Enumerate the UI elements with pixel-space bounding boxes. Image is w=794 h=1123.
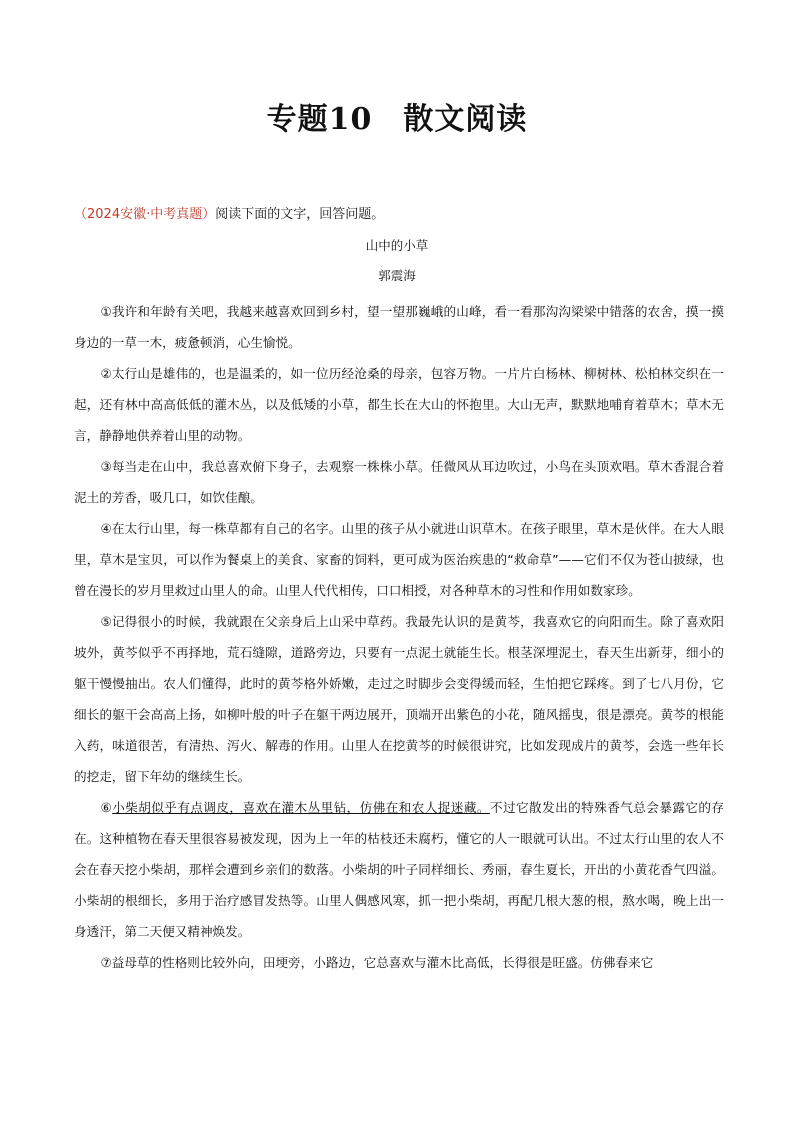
paragraph-4: ④在太行山里，每一株草都有自己的名字。山里的孩子从小就进山识草木。在孩子眼里，草木是伙伴。在大人眼里，草木是宝贝，可以作为餐桌上的美食、家畜的饲料，更可成为医治疾患的“救命草”——它们不仅为苍山披绿，也曾在漫长的岁月里救过山里人的命。山里人代代相传，口口相授，对各种草木的习性和作用如数家珍。 <box>74 521 724 598</box>
page-title: 专题10 散文阅读 <box>266 102 528 137</box>
essay-body <box>74 296 724 978</box>
paragraph-3: ③每当走在山中，我总喜欢俯下身子，去观察一株株小草。任微风从耳边吹过，小鸟在头顶欢唱。草木香混合着泥土的芳香，吸几口，如饮佳酿。 <box>74 459 724 505</box>
source-tag: （2024安徽·中考真题） <box>74 207 216 222</box>
paragraph-2: ②太行山是雄伟的，也是温柔的，如一位历经沧桑的母亲，包容万物。一片片白杨林、柳树林、松柏林交织在一起，还有林中高高低低的灌木丛，以及低矮的小草，都生长在大山的怀抱里。大山无声，默默地哺育着草木；草木无言，静静地供养着山里的动物。 <box>74 366 724 443</box>
paragraph-6-number: ⑥ <box>100 800 113 815</box>
paragraph-6-rest: 不过它散发出的特殊香气总会暴露它的存在。这种植物在春天里很容易被发现，因为上一年的枯枝还未腐朽，懂它的人一眼就可认出。不过太行山里的农人不会在春天挖小柴胡，那样会遭到乡亲们的数落。小柴胡的叶子同样细长、秀丽，春生夏长，开出的小黄花香气四溢。小柴胡的根细长，多用于治疗感冒发热等。山里人偶感风寒，抓一把小柴胡，再配几根大葱的根，熬水喝，晚上出一身透汗，第二天便又精神焕发。 <box>74 800 725 939</box>
underlined-sentence: 小柴胡似乎有点调皮，喜欢在灌木丛里钻，仿佛在和农人捉迷藏。 <box>112 800 490 815</box>
essay-author: 郭震海 <box>378 268 416 283</box>
paragraph-7: ⑦益母草的性格则比较外向，田埂旁，小路边，它总喜欢与灌木比高低，长得很是旺盛。仿佛春来它 <box>100 955 654 970</box>
essay-title: 山中的小草 <box>365 238 429 253</box>
instruction-text: 阅读下面的文字，回答问题。 <box>215 207 385 222</box>
paragraph-6 <box>74 792 724 947</box>
question-source <box>74 203 384 222</box>
paragraph-5: ⑤记得很小的时候，我就跟在父亲身后上山采中草药。我最先认识的是黄芩，我喜欢它的向阳而生。除了喜欢阳坡外，黄芩似乎不再择地，荒石缝隙，道路旁边，只要有一点泥土就能生长。根茎深埋泥土，春天生出新芽，细小的躯干慢慢抽出。农人们懂得，此时的黄芩格外娇嫩，走过之时脚步会变得缓而轻，生怕把它踩疼。到了七八月份，它细长的躯干会高高上扬，如柳叶般的叶子在躯干两边展开，顶端开出紫色的小花，随风摇曳，很是漂亮。黄芩的根能入药，味道很苦，有清热、泻火、解毒的作用。山里人在挖黄芩的时候很讲究，比如发现成片的黄芩，会选一些年长的挖走，留下年幼的继续生长。 <box>74 614 724 784</box>
paragraph-1: ①我许和年龄有关吧，我越来越喜欢回到乡村，望一望那巍峨的山峰，看一看那沟沟梁梁中错落的农舍，摸一摸身边的一草一木，疲惫顿消，心生愉悦。 <box>74 304 724 350</box>
